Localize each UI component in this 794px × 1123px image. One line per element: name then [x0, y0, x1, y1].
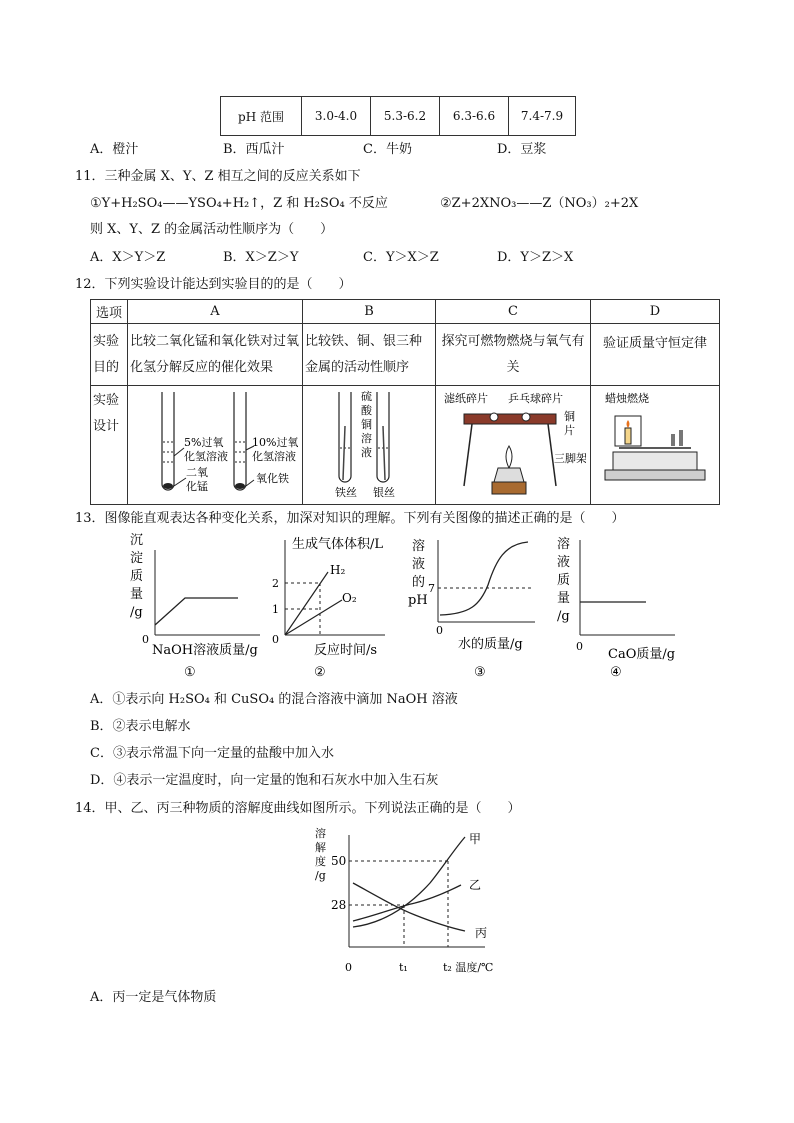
- x-axis-label: NaOH溶液质量/g: [152, 643, 258, 658]
- tick-label: t₁: [399, 961, 408, 974]
- header-cell: A: [128, 300, 303, 324]
- label: 铁丝: [335, 486, 357, 499]
- option: C．牛奶: [363, 142, 412, 157]
- series-line-h2: [285, 572, 328, 635]
- design-c: [436, 386, 591, 505]
- tick-label: 0: [345, 961, 352, 974]
- tick-label: 7: [428, 582, 435, 595]
- header-cell: D: [591, 300, 720, 324]
- header-cell: B: [303, 300, 436, 324]
- series-label: H₂: [330, 563, 346, 577]
- label: 乒乓球碎片: [508, 392, 563, 405]
- x-axis-label: 反应时间/s: [314, 643, 378, 658]
- series-line: [155, 598, 238, 625]
- label: 化锰: [186, 480, 208, 493]
- origin-label: 0: [272, 633, 279, 646]
- balance-illustration: [591, 386, 719, 500]
- ph-cell: 3.0-4.0: [302, 97, 371, 136]
- metal-wire-illustration: [303, 386, 431, 500]
- q14-stem: 14．甲、乙、丙三种物质的溶解度曲线如图所示。下列说法正确的是（ ）: [75, 801, 521, 816]
- purpose-cell: 探究可燃物燃烧与氧气有关: [436, 324, 591, 386]
- label: 三脚架: [554, 452, 586, 465]
- tripod-burner-illustration: [436, 386, 586, 500]
- origin-label: 0: [142, 633, 149, 646]
- label: 化氢溶液: [184, 450, 228, 463]
- row-label: 实验设计: [91, 386, 128, 505]
- series-line-yi: [353, 885, 461, 921]
- q11-stem: 11．三种金属 X、Y、Z 相互之间的反应关系如下: [75, 169, 361, 184]
- label: 5%过氧: [184, 436, 224, 449]
- experiment-table: [90, 299, 720, 505]
- design-b: [303, 386, 436, 505]
- ph-header: pH 范围: [221, 97, 302, 136]
- tick-label: 28: [331, 898, 347, 912]
- y-axis-label: 沉淀质量/g: [130, 533, 144, 620]
- series-line: [440, 542, 528, 615]
- graph-number: ②: [314, 665, 326, 680]
- purpose-cell: 比较二氧化锰和氧化铁对过氧化氢分解反应的催化效果: [128, 324, 303, 386]
- ph-cell: 5.3-6.2: [371, 97, 440, 136]
- graph-3: [408, 538, 535, 680]
- q13-option-c: C．③表示常温下向一定量的盐酸中加入水: [90, 746, 334, 761]
- graph-number: ①: [184, 665, 196, 680]
- y-axis-label: 溶解度/g: [315, 827, 326, 882]
- q11-reaction-2: ②Z+2XNO₃——Z（NO₃）₂+2X: [440, 196, 639, 211]
- series-label: O₂: [342, 591, 357, 605]
- option: D．豆浆: [497, 142, 547, 157]
- ph-cell: 6.3-6.6: [440, 97, 509, 136]
- graph-2: [272, 536, 385, 680]
- origin-label: 0: [576, 640, 583, 653]
- q13-graphs: [120, 530, 680, 680]
- design-a: [128, 386, 303, 505]
- option: B．西瓜汁: [223, 142, 285, 157]
- q14-option-a: A．丙一定是气体物质: [90, 990, 217, 1005]
- y-axis-label: 生成气体体积/L: [292, 537, 384, 552]
- option: A．橙汁: [90, 142, 139, 157]
- option: A．X＞Y＞Z: [90, 250, 166, 265]
- tick-label: t₂ 温度/℃: [443, 961, 494, 974]
- tick-label: 2: [272, 577, 279, 590]
- series-label: 乙: [469, 878, 482, 892]
- x-axis-label: CaO质量/g: [608, 647, 676, 662]
- label: 化氢溶液: [252, 450, 296, 463]
- q13-option-b: B．②表示电解水: [90, 719, 191, 734]
- q10-options: [90, 138, 690, 156]
- label: 硫酸铜溶液: [361, 390, 372, 459]
- label: 二氧: [186, 466, 208, 479]
- q13-option-d: D．④表示一定温度时，向一定量的饱和石灰水中加入生石灰: [90, 773, 439, 788]
- ph-range-table: [220, 96, 576, 136]
- series-label: 甲: [469, 832, 482, 846]
- test-tubes-illustration: [128, 386, 298, 500]
- purpose-cell: 验证质量守恒定律: [591, 324, 720, 386]
- y-axis-label: 溶液质量/g: [557, 537, 571, 624]
- label: 氧化铁: [256, 472, 289, 485]
- q13-option-a: A．①表示向 H₂SO₄ 和 CuSO₄ 的混合溶液中滴加 NaOH 溶液: [90, 692, 458, 707]
- design-d: [591, 386, 720, 505]
- ph-cell: 7.4-7.9: [509, 97, 576, 136]
- label: 银丝: [373, 486, 395, 499]
- q11-options: [90, 246, 690, 264]
- graph-4: [557, 536, 675, 680]
- header-cell: 选项: [91, 300, 128, 324]
- y-axis-label: 溶液的 pH: [408, 539, 428, 608]
- option: D．Y＞Z＞X: [497, 250, 574, 265]
- label: 铜: [564, 410, 575, 423]
- q13-stem: 13．图像能直观表达各种变化关系，加深对知识的理解。下列有关图像的描述正确的是（ ）: [75, 511, 625, 526]
- series-label: 丙: [475, 926, 488, 940]
- q11-ask: 则 X、Y、Z 的金属活动性顺序为（ ）: [90, 222, 334, 237]
- label: 10%过氧: [252, 436, 298, 449]
- purpose-cell: 比较铁、铜、银三种金属的活动性顺序: [303, 324, 436, 386]
- option: C．Y＞X＞Z: [363, 250, 439, 265]
- header-cell: C: [436, 300, 591, 324]
- origin-label: 0: [436, 624, 443, 637]
- option: B．X＞Z＞Y: [223, 250, 299, 265]
- x-axis-label: 水的质量/g: [458, 637, 523, 652]
- graph-number: ④: [610, 665, 622, 680]
- q12-stem: 12．下列实验设计能达到实验目的的是（ ）: [75, 277, 352, 292]
- series-line-o2: [285, 600, 342, 635]
- graph-1: [130, 533, 260, 680]
- q11-reaction-1: ①Y+H₂SO₄——YSO₄+H₂↑，Z 和 H₂SO₄ 不反应: [90, 196, 388, 211]
- label: 蜡烛燃烧: [605, 392, 649, 405]
- graph-number: ③: [474, 665, 486, 680]
- tick-label: 50: [331, 854, 347, 868]
- solubility-chart: [305, 823, 515, 978]
- tick-label: 1: [272, 603, 279, 616]
- label: 滤纸碎片: [444, 392, 488, 405]
- row-label: 实验目的: [91, 324, 128, 386]
- label: 片: [564, 424, 575, 437]
